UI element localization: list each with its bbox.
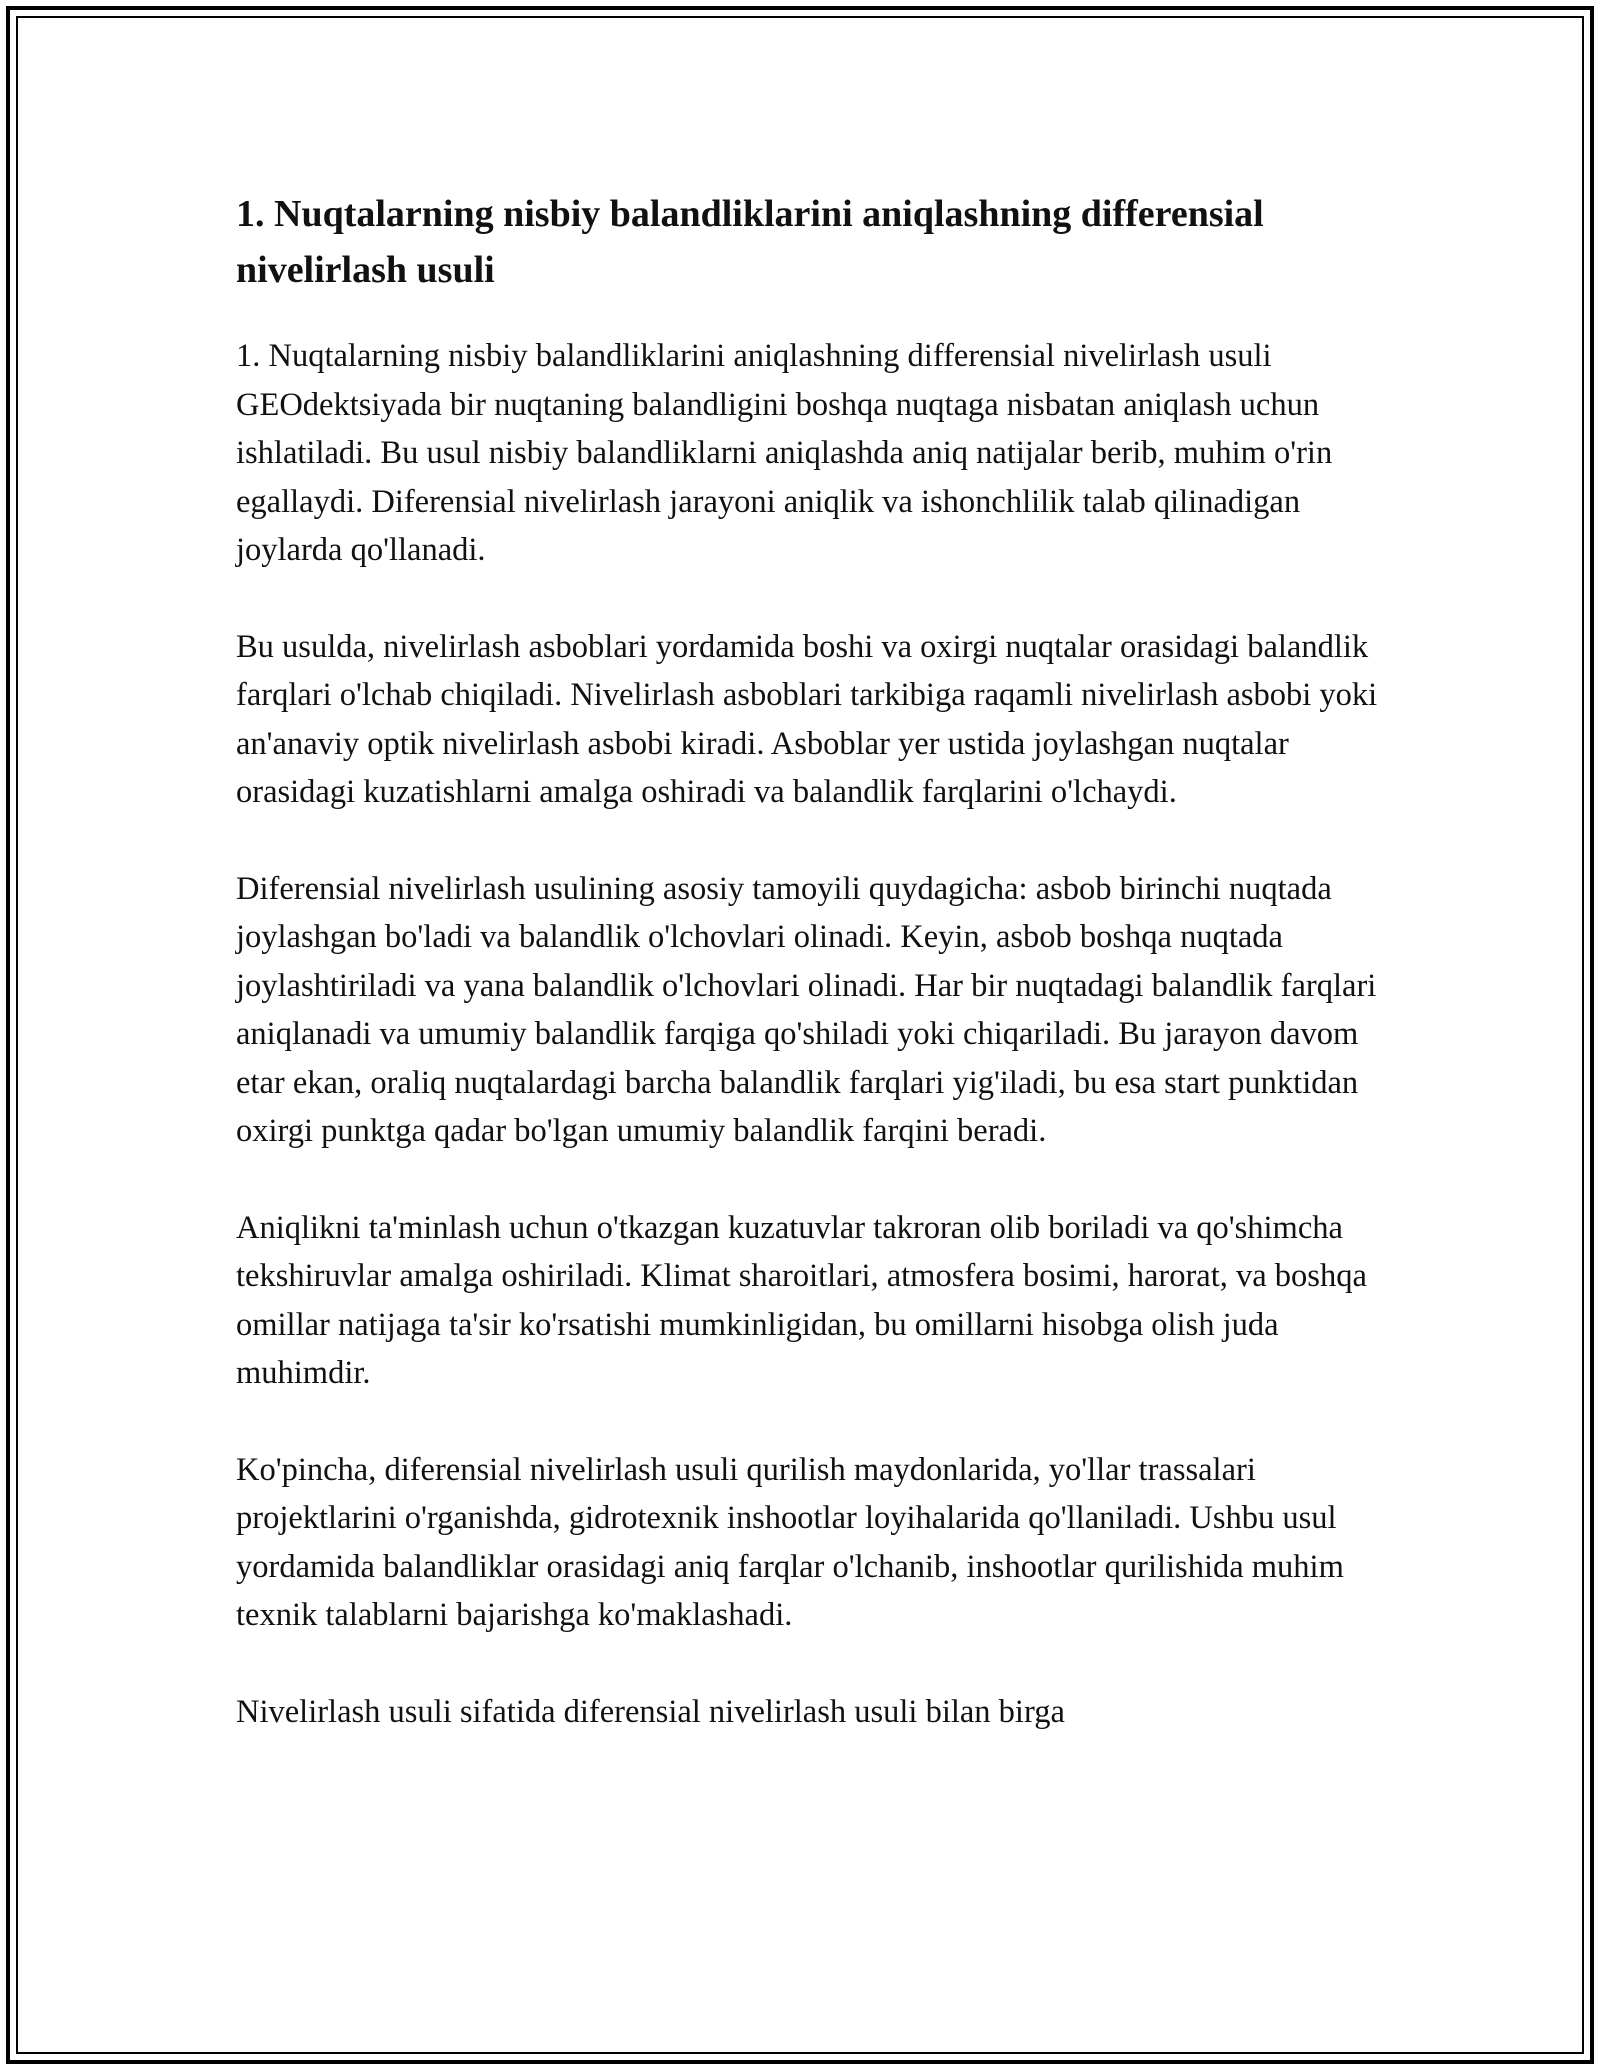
paragraph-2: Bu usulda, nivelirlash asboblari yordamida boshi va oxirgi nuqtalar orasidagi balandlik farqlari o'lchab chiqiladi. Nivelirlash asboblari tarkibiga raqamli nivelirlash asbobi yoki an'anaviy optik nivelirlash asbobi kiradi. Asboblar yer ustida joylashgan nuqtalar orasidagi kuzatishlarni amalga oshiradi va balandlik farqlarini o'lchaydi.: [236, 628, 1378, 810]
paragraph-1: 1. Nuqtalarning nisbiy balandliklarini aniqlashning differensial nivelirlash usuli GEOdektsiyada bir nuqtaning balandligini boshqa nuqtaga nisbatan aniqlash uchun ishlatiladi. Bu usul nisbiy balandliklarni aniqlashda aniq natijalar berib, muhim o'rin egallaydi. Diferensial nivelirlash jarayoni aniqlik va ishonchlilik talab qilinadigan joylarda qo'llanadi.: [236, 338, 1333, 568]
paragraph-5: Ko'pincha, diferensial nivelirlash usuli qurilish maydonlarida, yo'llar trassalari projektlarini o'rganishda, gidrotexnik inshootlar loyihalarida qo'llaniladi. Ushbu usul yordamida balandliklar orasidagi aniq farqlar o'lchanib, inshootlar qurilishida muhim texnik talablarni bajarishga ko'maklashadi.: [236, 1451, 1344, 1633]
paragraph-6: Nivelirlash usuli sifatida diferensial nivelirlash usuli bilan birga: [236, 1693, 1065, 1730]
document-title: 1. Nuqtalarning nisbiy balandliklarini aniqlashning differensial nivelirlash usuli: [236, 193, 1264, 291]
paragraph-4: Aniqlikni ta'minlash uchun o'tkazgan kuzatuvlar takroran olib boriladi va qo'shimcha tekshiruvlar amalga oshiriladi. Klimat sharoitlari, atmosfera bosimi, harorat, va boshqa omillar natijaga ta'sir ko'rsatishi mumkinligidan, bu omillarni hisobga olish juda muhimdir.: [236, 1209, 1367, 1391]
paragraph-3: Diferensial nivelirlash usulining asosiy tamoyili quydagicha: asbob birinchi nuqtada joylashgan bo'ladi va balandlik o'lchovlari olinadi. Keyin, asbob boshqa nuqtada joylashtiriladi va yana balandlik o'lchovlari olinadi. Har bir nuqtadagi balandlik farqlari aniqlanadi va umumiy balandlik farqiga qo'shiladi yoki chiqariladi. Bu jarayon davom etar ekan, oraliq nuqtalardagi barcha balandlik farqlari yig'iladi, bu esa start punktidan oxirgi punktga qadar bo'lgan umumiy balandlik farqini beradi.: [236, 870, 1377, 1149]
document-body: [236, 186, 1386, 1784]
